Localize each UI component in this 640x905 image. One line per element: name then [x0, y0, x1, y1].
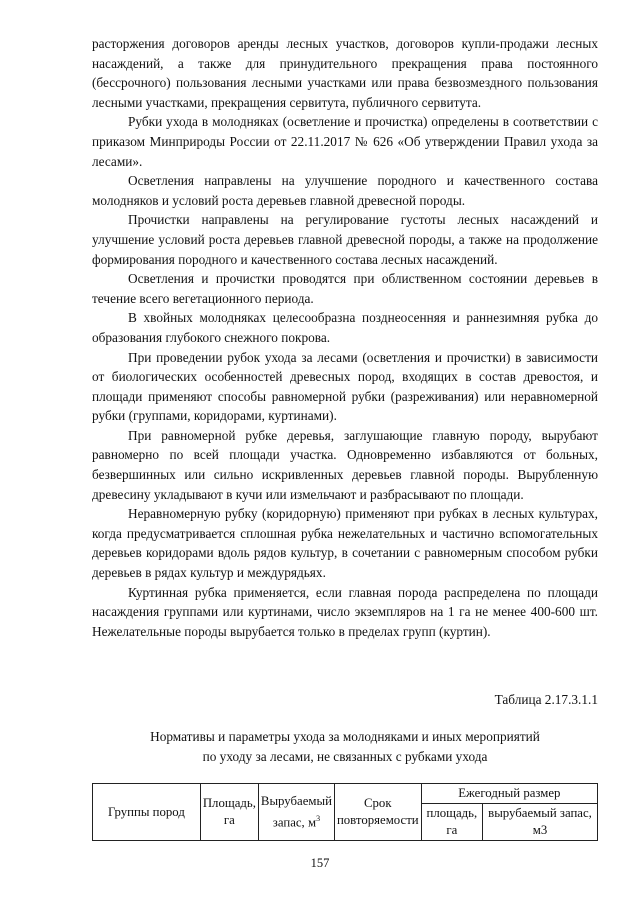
header-annual-area: площадь, га	[421, 804, 482, 841]
header-groups: Группы пород	[93, 784, 201, 841]
header-volume-sup: 3	[316, 813, 321, 823]
header-annual-volume: вырубаемый запас, м3	[483, 804, 598, 841]
paragraph: Осветления направлены на улучшение породного и качественного состава молодняков и условий роста деревьев главной древесной породы.	[92, 173, 598, 208]
paragraph: Рубки ухода в молодняках (осветление и прочистка) определены в соответствии с приказом Минприроды России от 22.11.2017 № 626 «Об утверждении Правил ухода за лесами».	[92, 114, 598, 169]
paragraph: расторжения договоров аренды лесных участков, договоров купли-продажи лесных насаждений, а также для принудительного прекращения права постоянного (бессрочного) пользования лесными участками или права безвозмездного пользования лесными участками, прекращения сервитута, публичного сервитута.	[92, 36, 598, 110]
paragraph: Осветления и прочистки проводятся при облиственном состоянии деревьев в течение всего вегетационного периода.	[92, 271, 598, 306]
paragraph: При проведении рубок ухода за лесами (осветления и прочистки) в зависимости от биологических особенностей древесных пород, входящих в состав древостоя, и площади применяют способы равномерной рубки (разреживания) или неравномерной рубки (группами, коридорами, куртинами).	[92, 349, 598, 424]
caption-line: Нормативы и параметры ухода за молодняками и иных мероприятий	[150, 729, 540, 744]
header-volume	[258, 784, 334, 841]
paragraph: Прочистки направлены на регулирование густоты лесных насаждений и улучшение условий роста деревьев главной древесной породы, а также на продолжение формирования породного и качественного состава лесных насаждений.	[92, 212, 598, 267]
paragraph: В хвойных молодняках целесообразна позднеосенняя и раннезимняя рубка до образования глубокого снежного покрова.	[92, 310, 598, 345]
paragraph: Неравномерную рубку (коридорную) применяют при рубках в лесных культурах, когда предусматривается сплошная рубка нежелательных и частично вспомогательных деревьев коридорами вдоль рядов культур, в сочетании с равномерным способом рубки деревьев в рядах культур и междурядьях.	[92, 506, 598, 581]
table-caption	[92, 727, 598, 766]
header-volume-text: Вырубаемый запас, м	[260, 793, 332, 830]
paragraph: Куртинная рубка применяется, если главная порода распределена по площади насаждения группами или куртинами, число экземпляров на 1 га не менее 400-600 шт. Нежелательные породы вырубается только в пределах групп (куртин).	[92, 584, 598, 639]
header-annual: Ежегодный размер	[421, 784, 597, 804]
table-header-row	[93, 784, 598, 804]
header-period: Срок повторяемости	[334, 784, 421, 841]
header-area: Площадь, га	[200, 784, 258, 841]
norms-table	[92, 783, 598, 841]
paragraph: При равномерной рубке деревья, заглушающие главную породу, вырубают равномерно по всей площади участка. Одновременно избавляются от больных, безвершинных или сильно искривленных деревьев главной породы. Вырубленную древесину укладывают в кучи или измельчают и разбрасывают по площади.	[92, 427, 598, 502]
body-text	[92, 34, 598, 641]
table-label: Таблица 2.17.3.1.1	[494, 692, 598, 707]
caption-line: по уходу за лесами, не связанных с рубками ухода	[202, 748, 488, 764]
page-number: 157	[310, 856, 330, 870]
